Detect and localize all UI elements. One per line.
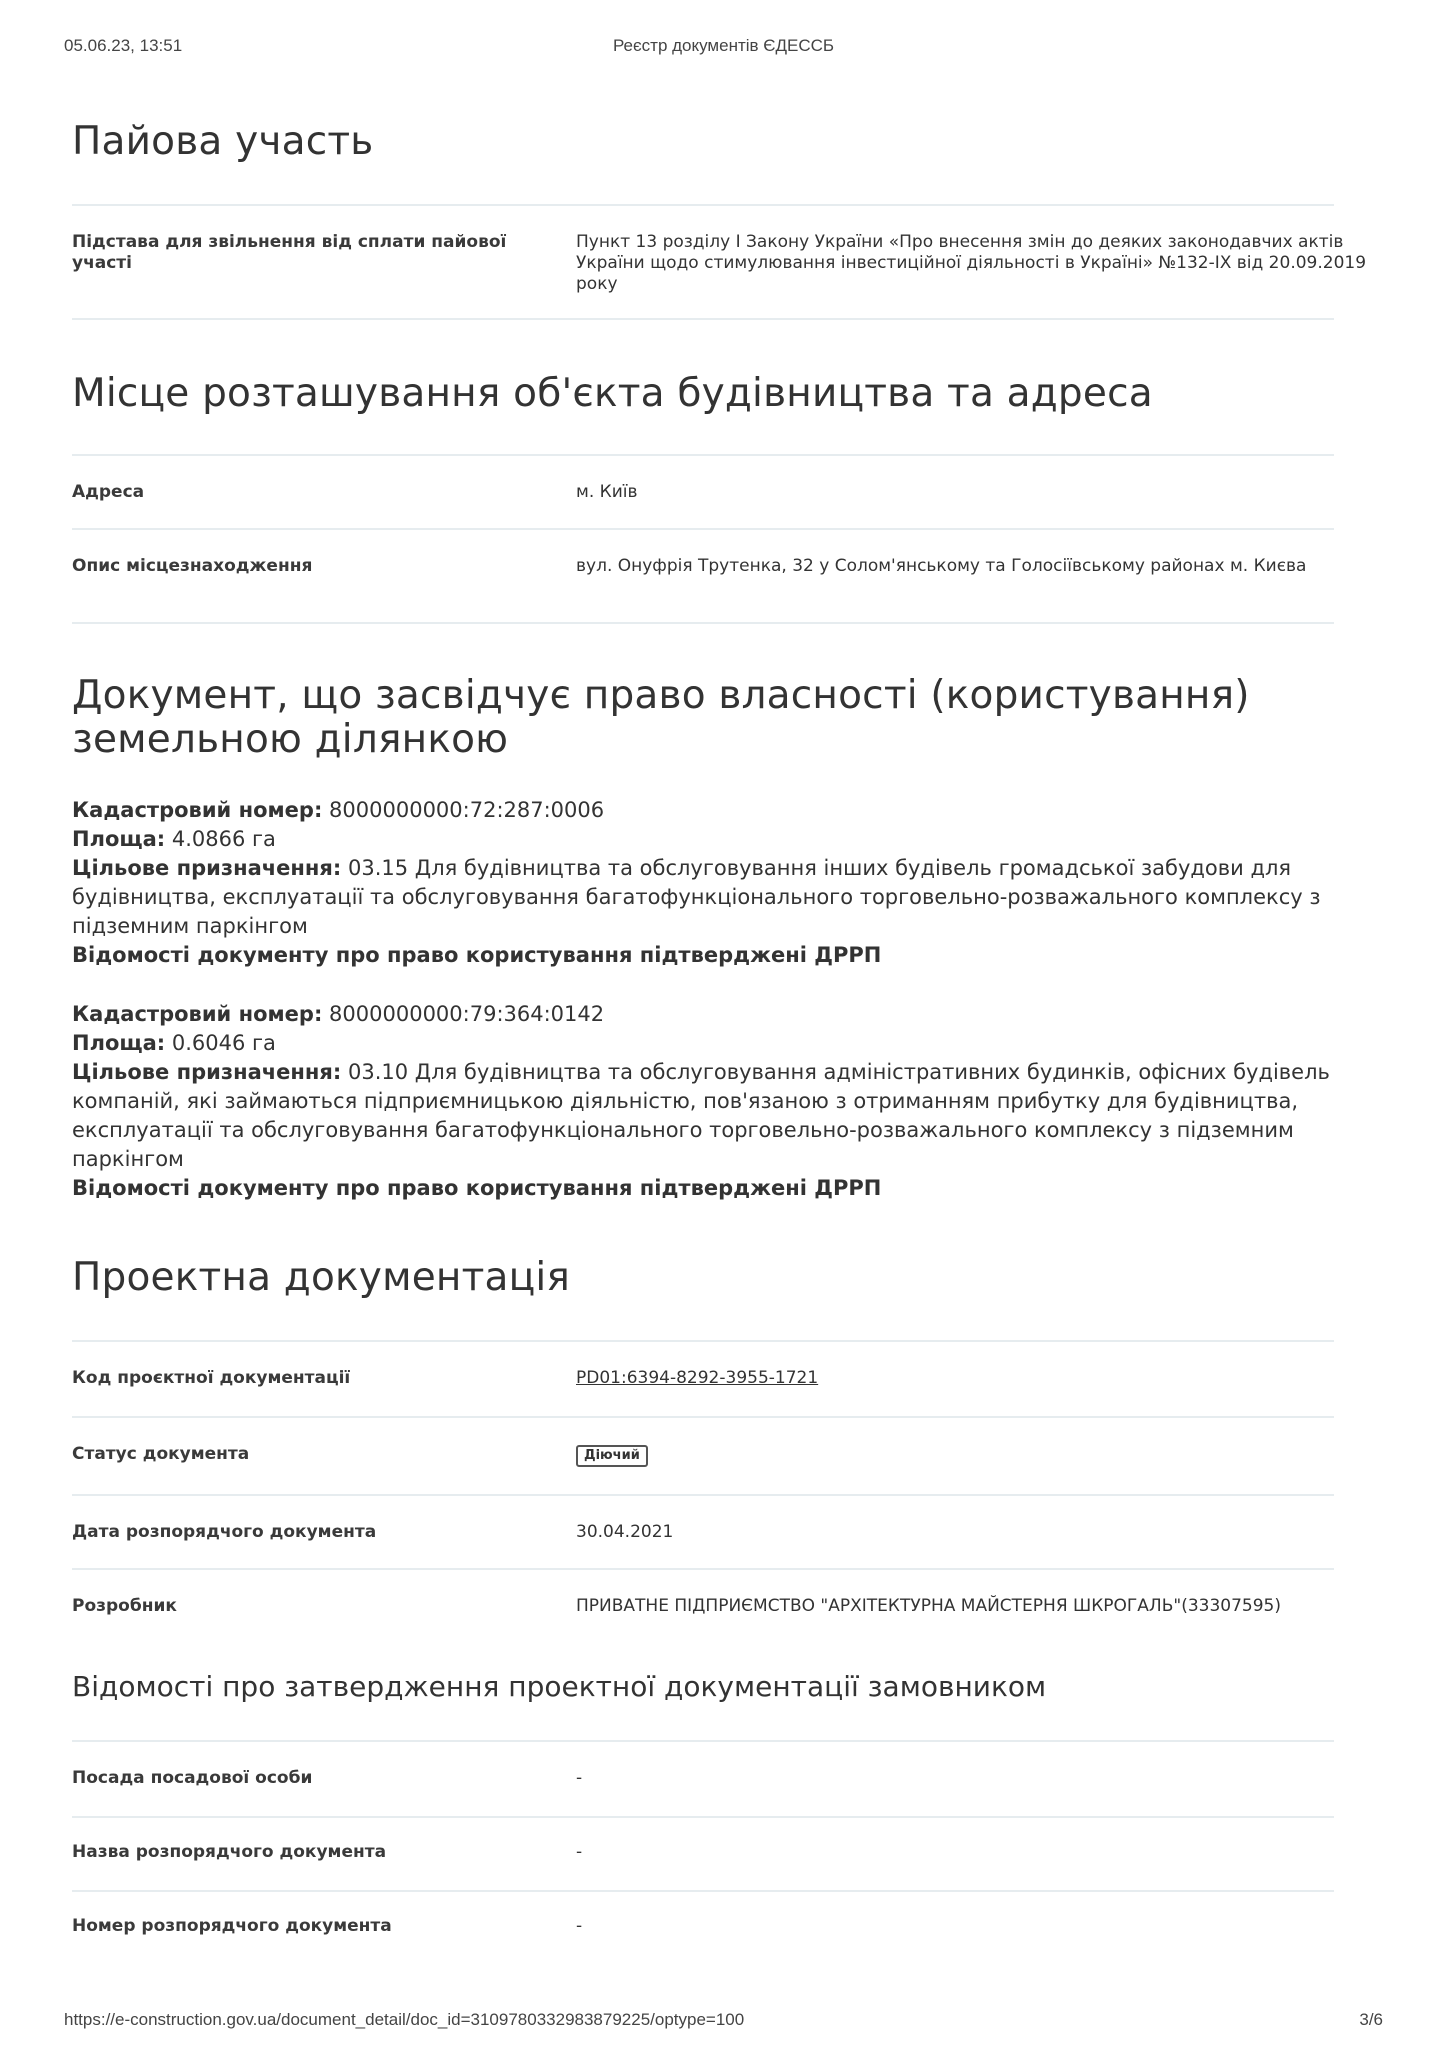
official-position-value: - <box>576 1768 583 1788</box>
land-heading: Документ, що засвідчує право власності (користування) земельною ділянкою <box>72 673 1250 762</box>
divider <box>72 622 1334 624</box>
area-label: Площа: <box>72 827 166 851</box>
address-label: Адреса <box>72 482 145 502</box>
divider <box>72 1740 1334 1742</box>
divider <box>72 1568 1334 1570</box>
area-value: 4.0866 га <box>171 827 276 851</box>
developer-value: ПРИВАТНЕ ПІДПРИЄМСТВО "АРХІТЕКТУРНА МАЙСТЕРНЯ ШКРОГАЛЬ"(33307595) <box>576 1596 1281 1616</box>
address-value: м. Київ <box>576 482 638 502</box>
location-description-value: вул. Онуфрія Трутенка, 32 у Солом'янському та Голосіївському районах м. Києва <box>576 556 1307 576</box>
order-date-value: 30.04.2021 <box>576 1522 674 1542</box>
status-badge: Діючий <box>576 1445 648 1467</box>
land-plot-2 <box>72 1000 1334 1203</box>
cadastral-label: Кадастровий номер: <box>72 798 323 822</box>
print-footer <box>64 2010 1383 2032</box>
approval-heading: Відомості про затвердження проектної документації замовником <box>72 1670 1047 1703</box>
divider <box>72 1816 1334 1818</box>
order-name-label: Назва розпорядчого документа <box>72 1842 387 1862</box>
developer-label: Розробник <box>72 1596 177 1616</box>
order-number-label: Номер розпорядчого документа <box>72 1916 392 1936</box>
print-title: Реєстр документів ЄДЕССБ <box>612 36 835 55</box>
location-heading: Місце розташування об'єкта будівництва та адреса <box>72 371 1153 416</box>
purpose-value: 03.10 Для будівництва та обслуговування адміністративних будинків, офісних будівель компаній, які займаються підприємницькою діяльністю, пов'язаною з отриманням прибутку для будівництва, експлуатації та обслуговування багатофункціонального торговельно-розважального комплексу з підземним паркінгом <box>72 1060 1330 1171</box>
share-heading: Пайова участь <box>72 119 374 164</box>
document-status-label: Статус документа <box>72 1444 250 1464</box>
print-url: https://e-construction.gov.ua/document_detail/doc_id=3109780332983879225/optype=100 <box>64 2010 745 2029</box>
divider <box>72 318 1334 320</box>
purpose-label: Цільове призначення: <box>72 856 342 880</box>
print-header <box>64 36 1383 58</box>
land-plot-1 <box>72 796 1334 970</box>
cadastral-number: 8000000000:79:364:0142 <box>329 1002 605 1026</box>
area-label: Площа: <box>72 1031 166 1055</box>
print-datetime: 05.06.23, 13:51 <box>64 36 183 55</box>
project-heading: Проектна документація <box>72 1255 571 1300</box>
divider <box>72 1494 1334 1496</box>
project-code-label: Код проєктної документації <box>72 1368 351 1388</box>
drrp-confirmed-note: Відомості документу про право користування підтверджені ДРРП <box>72 943 882 967</box>
order-number-value: - <box>576 1916 583 1936</box>
purpose-value: 03.15 Для будівництва та обслуговування інших будівель громадської забудови для будівництва, експлуатації та обслуговування багатофункціонального торговельно-розважального комплексу з підземним паркінгом <box>72 856 1321 938</box>
divider <box>72 204 1334 206</box>
official-position-label: Посада посадової особи <box>72 1768 313 1788</box>
share-exemption-value: Пункт 13 розділу І Закону України «Про внесення змін до деяких законодавчих актів України щодо стимулювання інвестиційної діяльності в Україні» №132-ІХ від 20.09.2019 року <box>576 232 1367 294</box>
drrp-confirmed-note: Відомості документу про право користування підтверджені ДРРП <box>72 1176 882 1200</box>
share-exemption-label: Підстава для звільнення від сплати пайової участі <box>72 232 507 273</box>
divider <box>72 1890 1334 1892</box>
location-description-label: Опис місцезнаходження <box>72 556 313 576</box>
divider <box>72 528 1334 530</box>
order-date-label: Дата розпорядчого документа <box>72 1522 377 1542</box>
order-name-value: - <box>576 1842 583 1862</box>
divider <box>72 454 1334 456</box>
divider <box>72 1416 1334 1418</box>
purpose-label: Цільове призначення: <box>72 1060 342 1084</box>
area-value: 0.6046 га <box>171 1031 276 1055</box>
divider <box>72 1340 1334 1342</box>
project-code-link[interactable]: PD01:6394-8292-3955-1721 <box>576 1368 819 1388</box>
cadastral-number: 8000000000:72:287:0006 <box>329 798 605 822</box>
page-number: 3/6 <box>1359 2010 1383 2029</box>
cadastral-label: Кадастровий номер: <box>72 1002 323 1026</box>
